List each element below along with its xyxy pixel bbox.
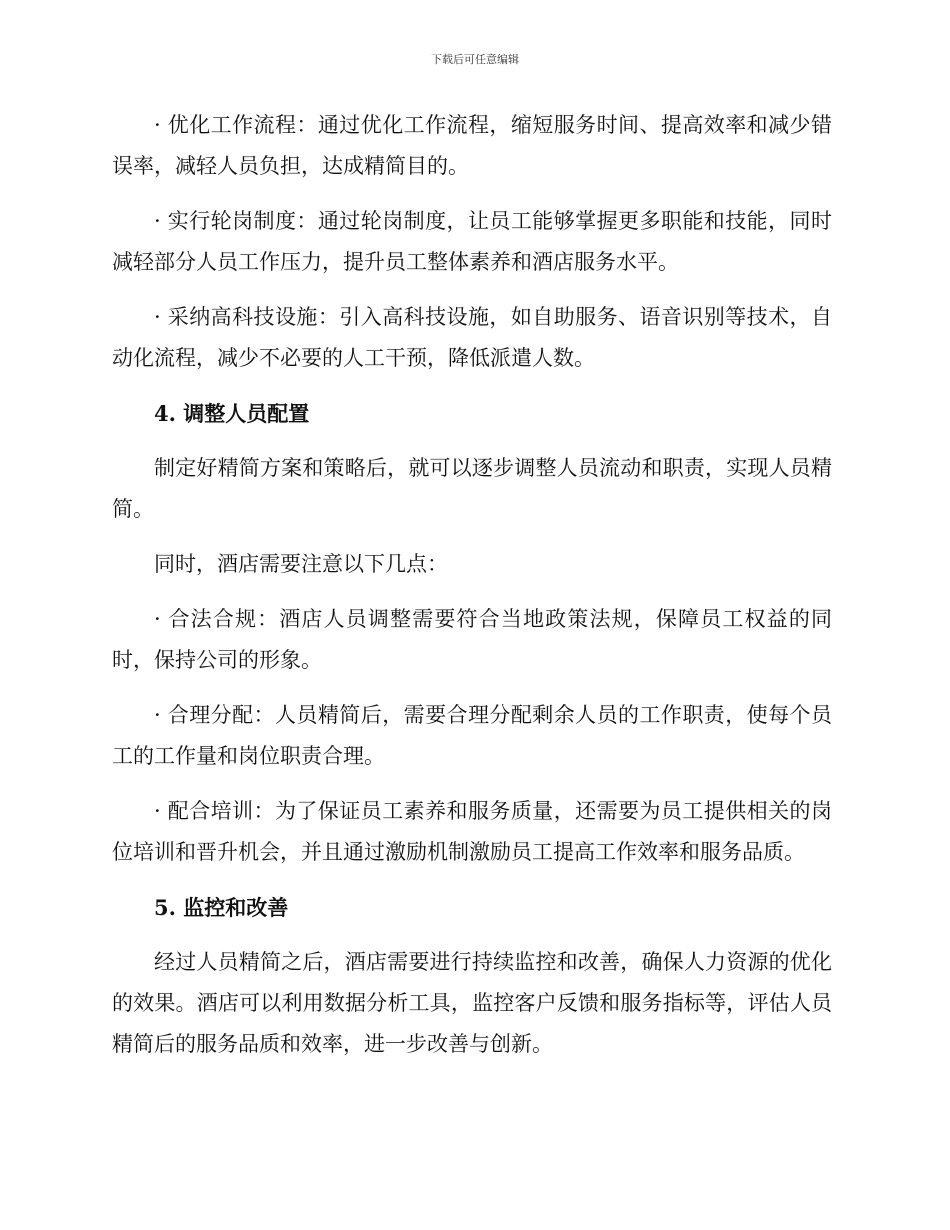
paragraph-job-rotation: · 实行轮岗制度：通过轮岗制度，让员工能够掌握更多职能和技能，同时减轻部分人员工作压力，提升员工整体素养和酒店服务水平。 [112, 209, 832, 274]
section-heading-5: 5. 监控和改善 [154, 895, 289, 920]
paragraph-high-tech: · 采纳高科技设施：引入高科技设施，如自助服务、语音识别等技术，自动化流程，减少不必要的人工干预，降低派遣人数。 [112, 305, 832, 370]
section-heading-4: 4. 调整人员配置 [154, 401, 310, 426]
paragraph-notes-intro: 同时，酒店需要注意以下几点： [154, 552, 448, 576]
paragraph-monitor-improve: 经过人员精简之后，酒店需要进行持续监控和改善，确保人力资源的优化的效果。酒店可以利用数据分析工具，监控客户反馈和服务指标等，评估人员精简后的服务品质和效率，进一步改善与创新。 [112, 950, 832, 1056]
document-body [112, 105, 832, 1079]
page-header: 下载后可任意编辑 [431, 53, 519, 66]
paragraph-optimize-workflow: · 优化工作流程：通过优化工作流程，缩短服务时间、提高效率和减少错误率，减轻人员负担，达成精简目的。 [112, 113, 832, 178]
paragraph-adjust-staff: 制定好精简方案和策略后，就可以逐步调整人员流动和职责，实现人员精简。 [112, 456, 832, 521]
paragraph-legal-compliance: · 合法合规：酒店人员调整需要符合当地政策法规，保障员工权益的同时，保持公司的形象。 [112, 607, 832, 672]
paragraph-reasonable-allocation: · 合理分配：人员精简后，需要合理分配剩余人员的工作职责，使每个员工的工作量和岗位职责合理。 [112, 703, 832, 768]
paragraph-training: · 配合培训：为了保证员工素养和服务质量，还需要为员工提供相关的岗位培训和晋升机会，并且通过激励机制激励员工提高工作效率和服务品质。 [112, 799, 832, 864]
